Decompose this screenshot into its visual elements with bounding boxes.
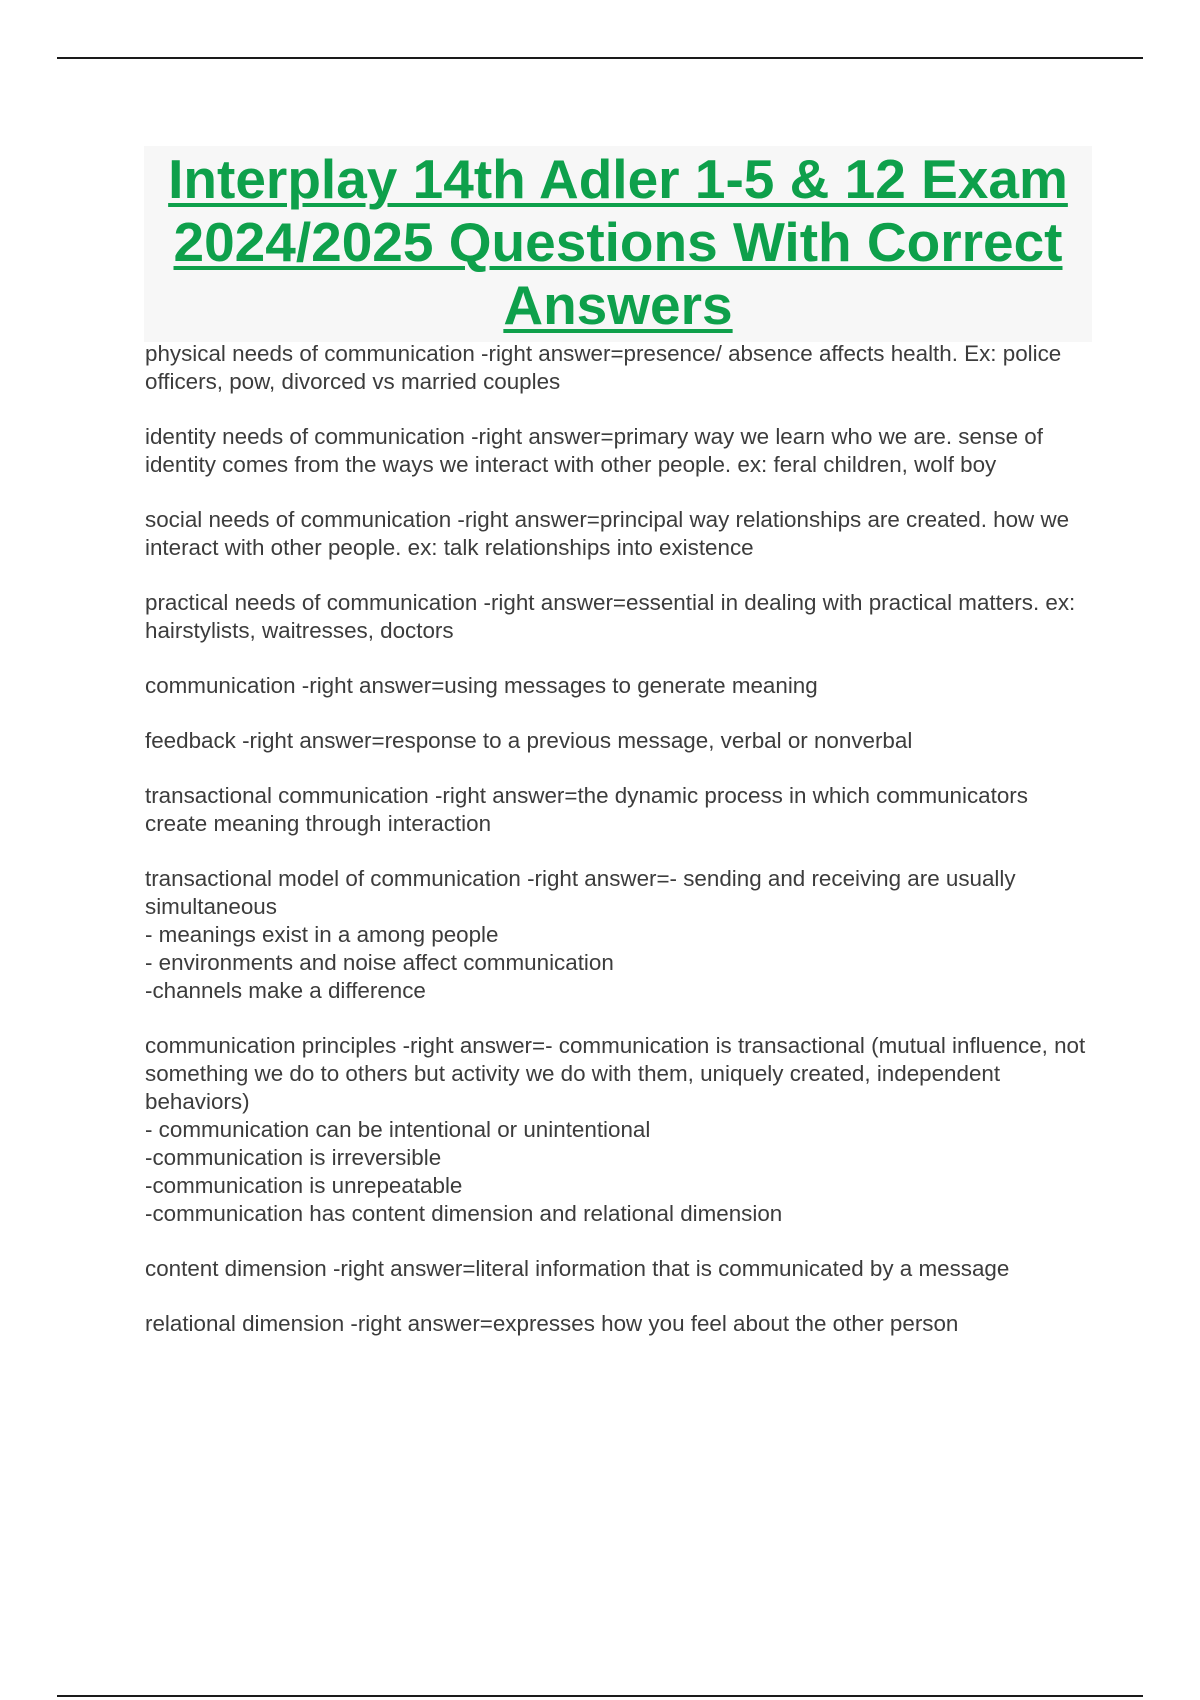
qa-entry-line: feedback -right answer=response to a previous message, verbal or nonverbal bbox=[145, 728, 913, 753]
qa-entry bbox=[145, 782, 1095, 838]
qa-entry bbox=[145, 423, 1095, 479]
qa-entry-line: - meanings exist in a among people bbox=[145, 922, 499, 947]
qa-content bbox=[145, 340, 1095, 1365]
qa-entry-line: relational dimension -right answer=expresses how you feel about the other person bbox=[145, 1311, 959, 1336]
qa-entry-line: transactional communication -right answer=the dynamic process in which communicators create meaning through interaction bbox=[145, 783, 1028, 836]
qa-entry-line: transactional model of communication -right answer=- sending and receiving are usually simultaneous bbox=[145, 866, 1016, 919]
qa-entry bbox=[145, 1255, 1095, 1283]
qa-entry-line: physical needs of communication -right answer=presence/ absence affects health. Ex: police officers, pow, divorced vs married couples bbox=[145, 341, 1062, 394]
qa-entry-line: identity needs of communication -right answer=primary way we learn who we are. sense of identity comes from the ways we interact with other people. ex: feral children, wolf boy bbox=[145, 424, 1043, 477]
qa-entry-line: practical needs of communication -right answer=essential in dealing with practical matters. ex: hairstylists, waitresses, doctors bbox=[145, 590, 1076, 643]
top-rule bbox=[57, 57, 1143, 59]
qa-entry-line: communication principles -right answer=- communication is transactional (mutual influence, not something we do to others but activity we do with them, uniquely created, independent behaviors) bbox=[145, 1033, 1086, 1114]
qa-entry-line: - environments and noise affect communication bbox=[145, 950, 614, 975]
qa-entry-line: -communication is irreversible bbox=[145, 1145, 442, 1170]
qa-entry bbox=[145, 672, 1095, 700]
qa-entry-line: communication -right answer=using messages to generate meaning bbox=[145, 673, 818, 698]
qa-entry bbox=[145, 1310, 1095, 1338]
qa-entry bbox=[145, 340, 1095, 396]
qa-entry-line: -communication is unrepeatable bbox=[145, 1173, 463, 1198]
qa-entry bbox=[145, 506, 1095, 562]
qa-entry-line: -channels make a difference bbox=[145, 978, 426, 1003]
qa-entry bbox=[145, 727, 1095, 755]
bottom-rule bbox=[57, 1695, 1143, 1697]
title-block bbox=[144, 146, 1092, 342]
qa-entry-line: social needs of communication -right answer=principal way relationships are created. how we interact with other people. ex: talk relationships into existence bbox=[145, 507, 1070, 560]
qa-entry bbox=[145, 589, 1095, 645]
qa-entry bbox=[145, 1032, 1095, 1228]
qa-entry bbox=[145, 865, 1095, 1005]
document-title: Interplay 14th Adler 1-5 & 12 Exam 2024/2025 Questions With Correct Answers bbox=[168, 148, 1068, 336]
qa-entry-line: - communication can be intentional or unintentional bbox=[145, 1117, 651, 1142]
qa-entry-line: -communication has content dimension and relational dimension bbox=[145, 1201, 783, 1226]
qa-entry-line: content dimension -right answer=literal information that is communicated by a message bbox=[145, 1256, 1010, 1281]
